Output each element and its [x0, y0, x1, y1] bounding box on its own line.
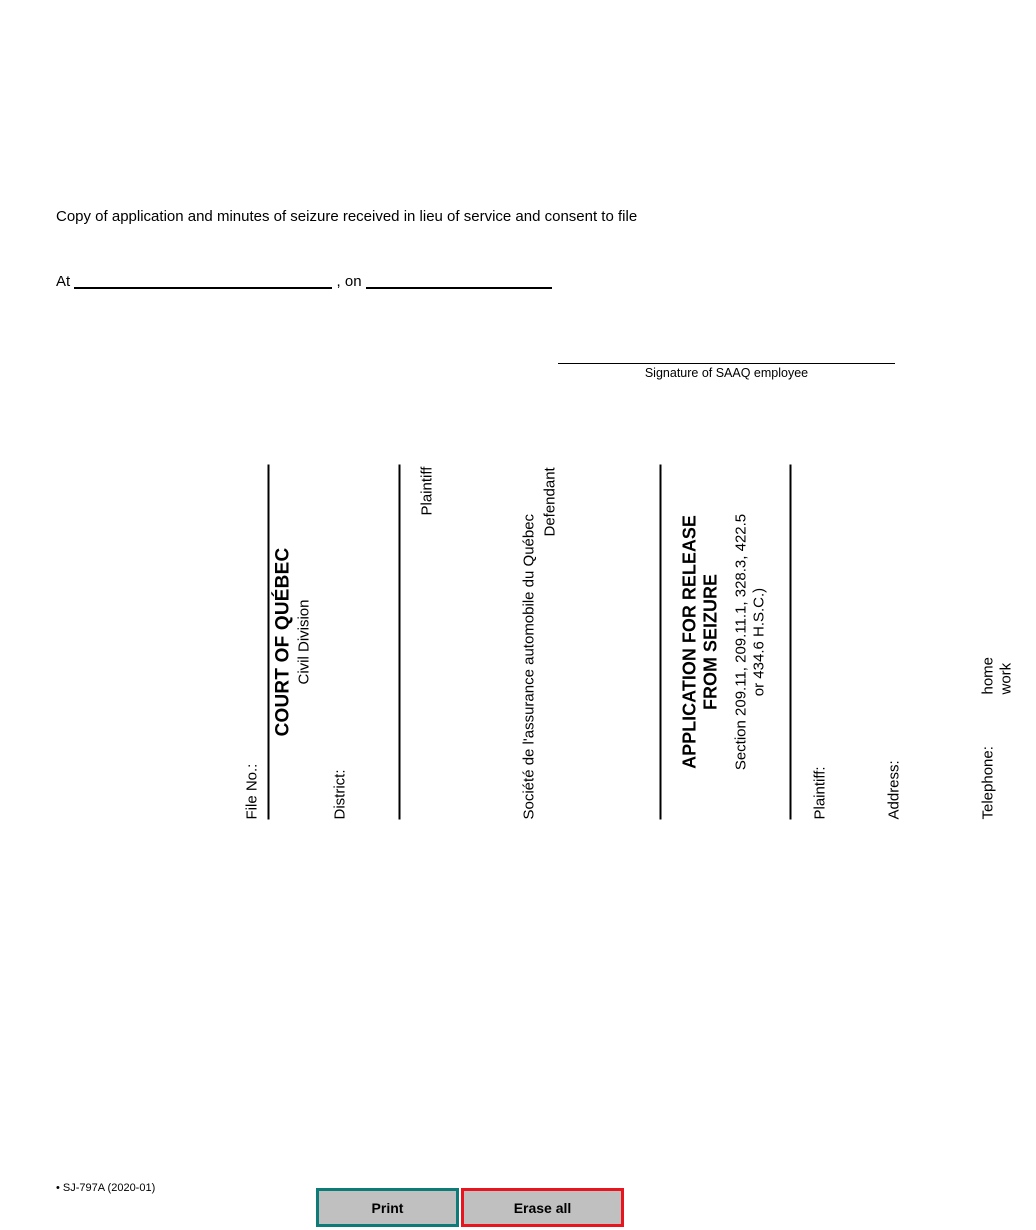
date-field[interactable]	[366, 273, 552, 289]
divider-line	[660, 465, 662, 820]
plaintiff-label: Plaintiff:	[811, 766, 829, 820]
application-title: APPLICATION FOR RELEASE FROM SEIZURE	[679, 515, 721, 769]
divider-line	[790, 465, 792, 820]
consent-text: Copy of application and minutes of seizure received in lieu of service and consent to file	[56, 208, 638, 225]
application-section: Section 209.11, 209.11.1, 328.3, 422.5 or 434.6 H.S.C.)	[732, 513, 768, 771]
file-no-label: File No.:	[243, 763, 261, 820]
form-code: • SJ-797A (2020-01)	[56, 1182, 156, 1194]
defendant-name: Société de l'assurance automobile du Québec	[520, 513, 538, 820]
district-label: District:	[331, 769, 349, 820]
on-label: , on	[336, 273, 362, 290]
rotated-cover-block	[236, 465, 1036, 820]
court-subtitle: Civil Division	[295, 599, 313, 685]
defendant-caption: Defendant	[541, 467, 559, 537]
erase-all-button[interactable]: Erase all	[461, 1188, 624, 1227]
at-row	[56, 273, 552, 290]
telephone-home-label: home	[979, 656, 997, 695]
print-button[interactable]: Print	[316, 1188, 459, 1227]
place-field[interactable]	[74, 273, 332, 289]
telephone-label: Telephone:	[979, 746, 997, 820]
address-label: Address:	[885, 760, 903, 820]
at-label: At	[56, 273, 71, 290]
signature-line[interactable]	[558, 363, 895, 364]
signature-label: Signature of SAAQ employee	[644, 366, 809, 380]
divider-line	[399, 465, 401, 820]
plaintiff-caption: Plaintiff	[418, 466, 436, 516]
telephone-work-label: work	[997, 662, 1015, 695]
court-title: COURT OF QUÉBEC	[272, 547, 294, 737]
divider-line	[268, 465, 270, 820]
